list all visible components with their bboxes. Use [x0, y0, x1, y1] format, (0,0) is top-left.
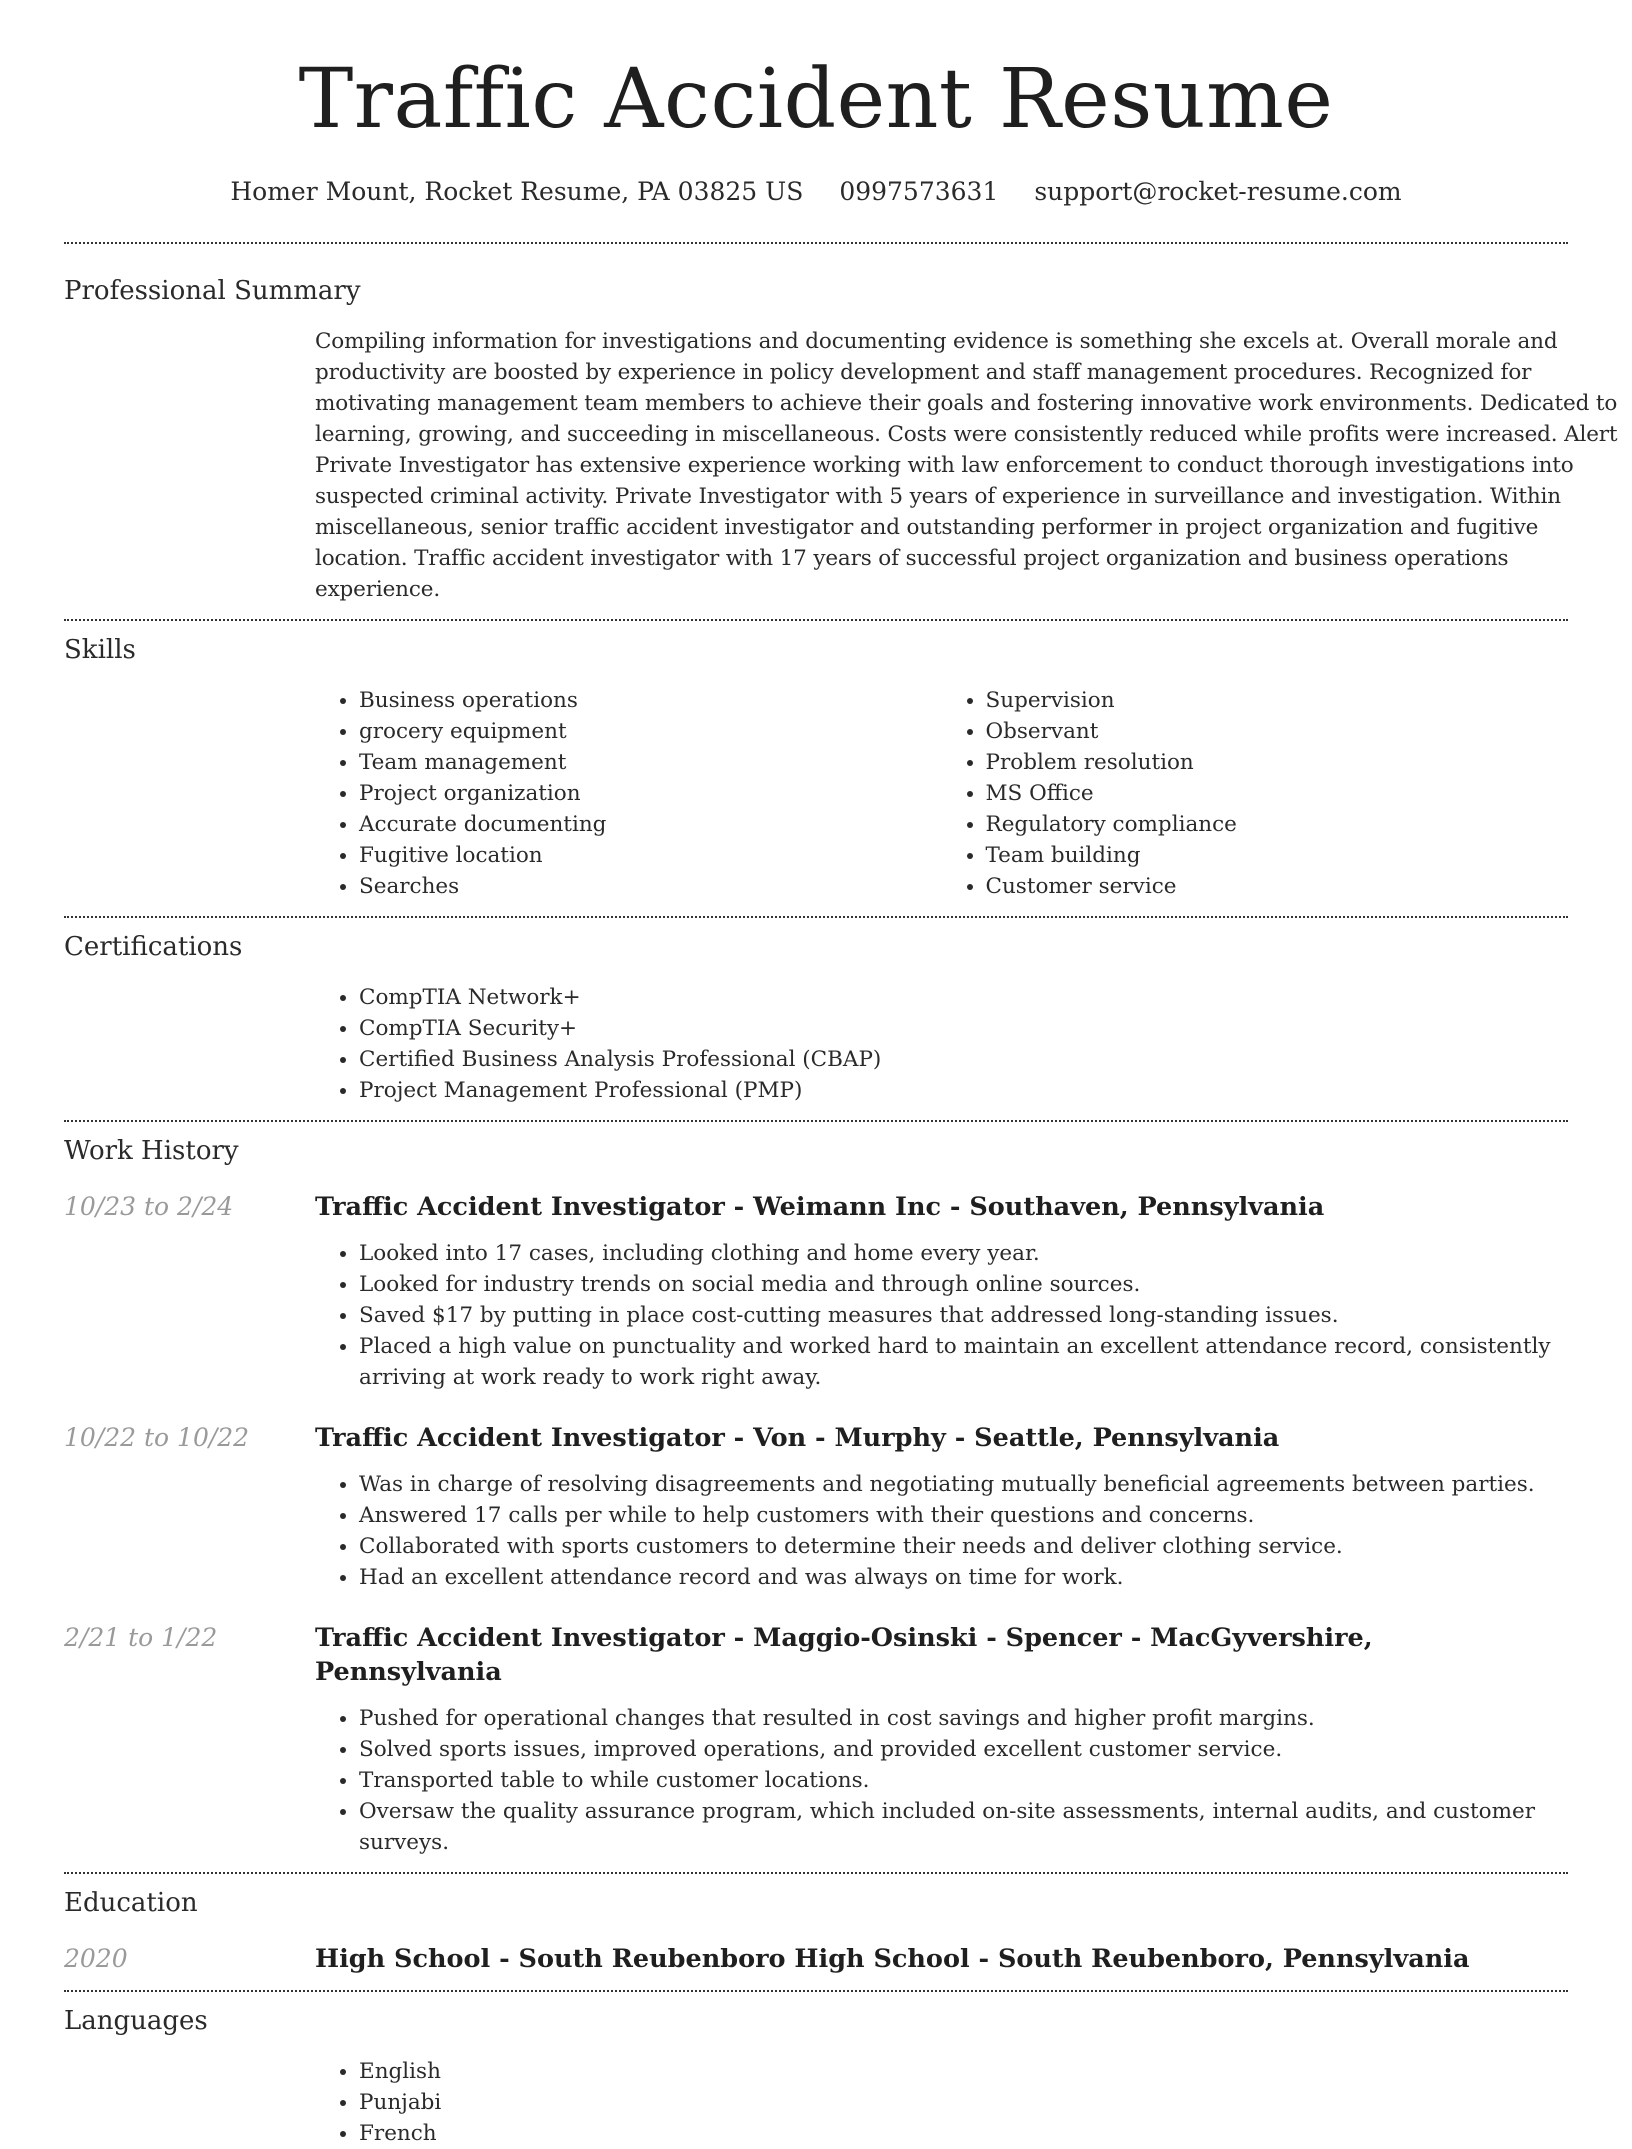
skill-item: • Business operations — [359, 685, 942, 716]
language-item: • English — [359, 2056, 1568, 2087]
job-title: Traffic Accident Investigator - Weimann Inc - Southaven, Pennsylvania — [315, 1192, 1325, 1222]
job-bullet: • Looked for industry trends on social media and through online sources. — [359, 1269, 1568, 1300]
job-body — [315, 1190, 1568, 1393]
contact-address: Homer Mount, Rocket Resume, PA 03825 US — [230, 177, 804, 206]
language-item: • Punjabi — [359, 2087, 1568, 2118]
resume-header — [64, 0, 1568, 208]
job-bullet: • Transported table to while customer locations. — [359, 1765, 1568, 1796]
certification-item: • Project Management Professional (PMP) — [359, 1075, 1568, 1106]
skill-item: • Customer service — [986, 871, 1569, 902]
languages-section — [64, 1992, 1568, 2149]
certification-item: • CompTIA Security+ — [359, 1013, 1568, 1044]
skill-item: • MS Office — [986, 778, 1569, 809]
resume-title: Traffic Accident Resume — [298, 52, 1334, 147]
job-bullets — [315, 1238, 1568, 1393]
summary-text: Compiling information for investigations and documenting evidence is something she excels at. Overall morale and productivity are boosted by experience in policy development and staff management procedures. Recognized for motivating management team members to achieve their goals and fostering innovative work environments. Dedicated to learning, growing, and succeeding in miscellaneous. Costs were consistently reduced while profits were increased. Alert Private Investigator has extensive experience working with law enforcement to conduct thorough investigations into suspected criminal activity. Private Investigator with 5 years of experience in surveillance and investigation. Within miscellaneous, senior traffic accident investigator and outstanding performer in project organization and fugitive location. Traffic accident investigator with 17 years of successful project organization and business operations experience. — [315, 329, 1618, 602]
job-title: Traffic Accident Investigator - Maggio-Osinski - Spencer - MacGyvershire, Pennsylvania — [315, 1623, 1373, 1687]
job-bullets — [315, 1469, 1568, 1593]
certifications-list — [315, 982, 1568, 1106]
job-bullet: • Saved $17 by putting in place cost-cutting measures that addressed long-standing issues. — [359, 1300, 1568, 1331]
certification-item: • Certified Business Analysis Professional (CBAP) — [359, 1044, 1568, 1075]
skill-item: • Searches — [359, 871, 942, 902]
certification-item: • CompTIA Network+ — [359, 982, 1568, 1013]
job-body — [315, 1421, 1568, 1593]
contact-line — [64, 176, 1568, 208]
job-dates: 10/23 to 2/24 — [64, 1192, 234, 1221]
skill-item: • Supervision — [986, 685, 1569, 716]
job-bullets — [315, 1703, 1568, 1858]
education-entry — [64, 1942, 1568, 1976]
skills-list-right — [942, 685, 1569, 902]
job-entry — [64, 1421, 1568, 1593]
education-year: 2020 — [64, 1944, 128, 1973]
certifications-heading: Certifications — [64, 932, 243, 962]
job-body — [315, 1621, 1568, 1858]
job-dates: 2/21 to 1/22 — [64, 1623, 218, 1652]
skills-heading: Skills — [64, 635, 136, 665]
job-dates: 10/22 to 10/22 — [64, 1423, 250, 1452]
summary-section — [64, 244, 1618, 619]
contact-phone: 0997573631 — [839, 177, 999, 206]
job-bullet: • Was in charge of resolving disagreements and negotiating mutually beneficial agreements between parties. — [359, 1469, 1568, 1500]
skill-item: • Team building — [986, 840, 1569, 871]
job-bullet: • Had an excellent attendance record and was always on time for work. — [359, 1562, 1568, 1593]
contact-email[interactable]: support@rocket-resume.com — [1034, 177, 1402, 206]
skill-item: • grocery equipment — [359, 716, 942, 747]
skill-item: • Team management — [359, 747, 942, 778]
languages-list — [315, 2056, 1568, 2149]
skills-content — [315, 685, 1568, 902]
skill-item: • Fugitive location — [359, 840, 942, 871]
job-entry — [64, 1190, 1568, 1393]
education-section — [64, 1874, 1568, 1990]
job-bullet: • Pushed for operational changes that resulted in cost savings and higher profit margins. — [359, 1703, 1568, 1734]
work-history-section — [64, 1122, 1568, 1872]
work-history-heading: Work History — [64, 1136, 239, 1166]
education-heading: Education — [64, 1888, 198, 1918]
education-body — [315, 1942, 1568, 1976]
job-entry — [64, 1621, 1568, 1858]
skill-item: • Accurate documenting — [359, 809, 942, 840]
summary-content — [315, 326, 1618, 605]
job-bullet: • Answered 17 calls per while to help customers with their questions and concerns. — [359, 1500, 1568, 1531]
job-title: Traffic Accident Investigator - Von - Murphy - Seattle, Pennsylvania — [315, 1423, 1280, 1453]
skills-section — [64, 621, 1568, 916]
language-item: • French — [359, 2118, 1568, 2149]
job-bullet: • Collaborated with sports customers to determine their needs and deliver clothing service. — [359, 1531, 1568, 1562]
languages-heading: Languages — [64, 2006, 208, 2036]
skills-list-left — [315, 685, 942, 902]
languages-content — [315, 2056, 1568, 2149]
summary-heading: Professional Summary — [64, 276, 361, 306]
certifications-content — [315, 982, 1568, 1106]
job-bullet: • Solved sports issues, improved operations, and provided excellent customer service. — [359, 1734, 1568, 1765]
education-title: High School - South Reubenboro High School - South Reubenboro, Pennsylvania — [315, 1944, 1470, 1974]
job-bullet: • Placed a high value on punctuality and worked hard to maintain an excellent attendance record, consistently arriving at work ready to work right away. — [359, 1331, 1568, 1393]
certifications-section — [64, 918, 1568, 1120]
skill-item: • Regulatory compliance — [986, 809, 1569, 840]
job-bullet: • Oversaw the quality assurance program, which included on-site assessments, internal audits, and customer surveys. — [359, 1796, 1568, 1858]
skill-item: • Observant — [986, 716, 1569, 747]
skill-item: • Problem resolution — [986, 747, 1569, 778]
skill-item: • Project organization — [359, 778, 942, 809]
job-bullet: • Looked into 17 cases, including clothing and home every year. — [359, 1238, 1568, 1269]
